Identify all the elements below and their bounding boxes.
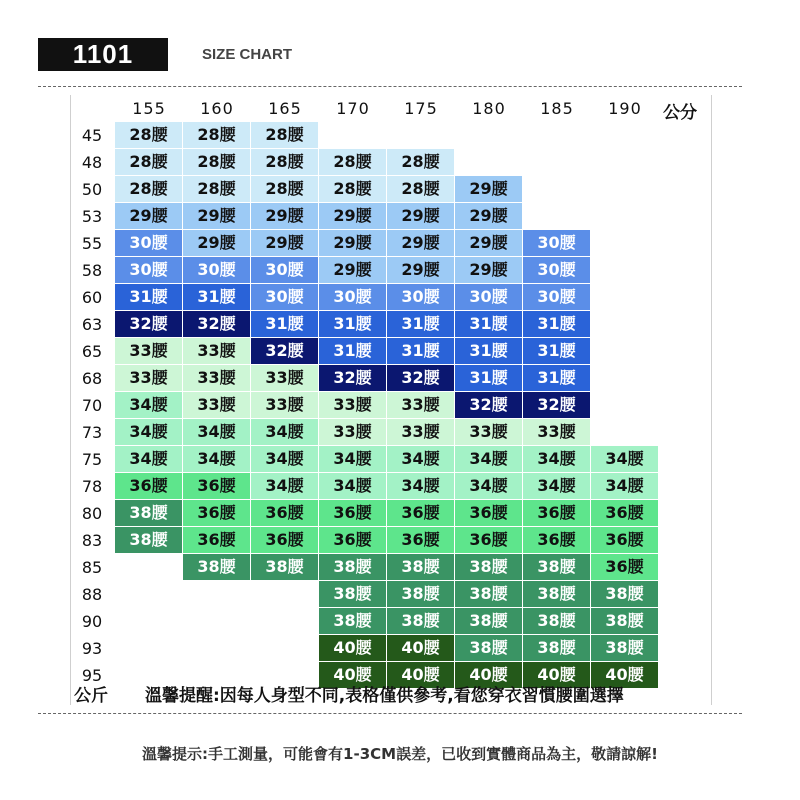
- size-cell: 36腰: [183, 473, 250, 499]
- size-cell: 33腰: [251, 392, 318, 418]
- size-cell: 32腰: [455, 392, 522, 418]
- size-cell: 34腰: [387, 473, 454, 499]
- size-cell: 34腰: [183, 446, 250, 472]
- size-cell: 31腰: [387, 311, 454, 337]
- size-cell: 38腰: [455, 608, 522, 634]
- size-cell: 31腰: [183, 284, 250, 310]
- size-cell: 28腰: [183, 149, 250, 175]
- size-cell: 38腰: [591, 635, 658, 661]
- size-cell: 30腰: [251, 257, 318, 283]
- size-cell: 34腰: [455, 473, 522, 499]
- size-cell: 29腰: [115, 203, 182, 229]
- height-header-2: 165: [268, 99, 302, 118]
- size-cell: 38腰: [455, 554, 522, 580]
- size-cell: 38腰: [523, 554, 590, 580]
- size-cell: 36腰: [387, 500, 454, 526]
- weight-header-11: 73: [81, 423, 103, 442]
- size-cell: 36腰: [319, 527, 386, 553]
- size-cell: 38腰: [319, 608, 386, 634]
- size-cell: 38腰: [387, 608, 454, 634]
- size-cell: 31腰: [455, 311, 522, 337]
- size-cell: 34腰: [319, 473, 386, 499]
- size-cell: 34腰: [115, 392, 182, 418]
- size-cell: 36腰: [183, 500, 250, 526]
- size-cell: 29腰: [455, 257, 522, 283]
- size-cell: 36腰: [591, 554, 658, 580]
- size-cell: 33腰: [183, 338, 250, 364]
- size-cell: 38腰: [319, 554, 386, 580]
- size-cell: 28腰: [387, 176, 454, 202]
- size-cell: 38腰: [183, 554, 250, 580]
- size-cell: 28腰: [115, 149, 182, 175]
- size-cell: 40腰: [455, 662, 522, 688]
- size-cell: 34腰: [455, 446, 522, 472]
- weight-unit-label: 公斤: [74, 686, 108, 706]
- height-header-1: 160: [200, 99, 234, 118]
- weight-header-1: 48: [81, 153, 103, 172]
- height-header-6: 185: [540, 99, 574, 118]
- size-cell: 36腰: [251, 500, 318, 526]
- size-cell: 40腰: [387, 662, 454, 688]
- size-cell: 34腰: [251, 446, 318, 472]
- weight-header-8: 65: [81, 342, 103, 361]
- chart-title: SIZE CHART: [202, 46, 292, 63]
- size-cell: 40腰: [387, 635, 454, 661]
- size-cell: 33腰: [115, 338, 182, 364]
- size-cell: 33腰: [183, 365, 250, 391]
- size-cell: 38腰: [455, 581, 522, 607]
- size-cell: 32腰: [251, 338, 318, 364]
- size-cell: 38腰: [387, 554, 454, 580]
- size-cell: 28腰: [319, 176, 386, 202]
- size-cell: 28腰: [387, 149, 454, 175]
- size-cell: 29腰: [183, 203, 250, 229]
- size-cell: 32腰: [319, 365, 386, 391]
- size-cell: 38腰: [251, 554, 318, 580]
- size-cell: 40腰: [591, 662, 658, 688]
- size-cell: 34腰: [251, 419, 318, 445]
- bottom-divider: [38, 713, 742, 714]
- size-cell: 36腰: [319, 500, 386, 526]
- size-cell: 34腰: [591, 473, 658, 499]
- size-cell: 32腰: [183, 311, 250, 337]
- height-unit-label: 公分: [663, 103, 697, 123]
- size-cell: 28腰: [251, 149, 318, 175]
- size-cell: 33腰: [319, 392, 386, 418]
- size-cell: 34腰: [591, 446, 658, 472]
- weight-header-4: 55: [81, 234, 103, 253]
- height-header-3: 170: [336, 99, 370, 118]
- weight-header-12: 75: [81, 450, 103, 469]
- size-cell: 31腰: [115, 284, 182, 310]
- size-cell: 32腰: [523, 392, 590, 418]
- size-cell: 31腰: [523, 338, 590, 364]
- size-cell: 31腰: [319, 311, 386, 337]
- height-header-5: 180: [472, 99, 506, 118]
- size-cell: 38腰: [455, 635, 522, 661]
- size-cell: 36腰: [523, 527, 590, 553]
- size-cell: 34腰: [523, 446, 590, 472]
- size-cell: 38腰: [319, 581, 386, 607]
- size-cell: 31腰: [523, 365, 590, 391]
- weight-header-19: 93: [81, 639, 103, 658]
- size-cell: 29腰: [455, 203, 522, 229]
- model-number-badge: 1101: [38, 38, 168, 71]
- weight-header-2: 50: [81, 180, 103, 199]
- weight-header-13: 78: [81, 477, 103, 496]
- size-cell: 29腰: [455, 230, 522, 256]
- size-cell: 34腰: [183, 419, 250, 445]
- size-cell: 38腰: [523, 635, 590, 661]
- size-cell: 40腰: [319, 635, 386, 661]
- size-cell: 30腰: [319, 284, 386, 310]
- height-header-0: 155: [132, 99, 166, 118]
- size-cell: 38腰: [591, 581, 658, 607]
- size-cell: 40腰: [319, 662, 386, 688]
- weight-header-14: 80: [81, 504, 103, 523]
- size-cell: 32腰: [387, 365, 454, 391]
- size-cell: 33腰: [251, 365, 318, 391]
- weight-header-20: 95: [81, 666, 103, 685]
- size-cell: 28腰: [251, 176, 318, 202]
- size-cell: 40腰: [523, 662, 590, 688]
- size-cell: 29腰: [319, 230, 386, 256]
- size-cell: 33腰: [387, 419, 454, 445]
- size-cell: 30腰: [455, 284, 522, 310]
- size-cell: 36腰: [591, 500, 658, 526]
- size-cell: 33腰: [183, 392, 250, 418]
- weight-header-18: 90: [81, 612, 103, 631]
- size-cell: 34腰: [115, 446, 182, 472]
- size-cell: 28腰: [115, 176, 182, 202]
- weight-header-7: 63: [81, 315, 103, 334]
- fit-note: 溫馨提醒:因每人身型不同,表格僅供參考,看您穿衣習慣腰圍選擇: [145, 686, 624, 706]
- size-cell: 29腰: [251, 230, 318, 256]
- size-cell: 33腰: [115, 365, 182, 391]
- size-cell: 31腰: [455, 338, 522, 364]
- size-cell: 31腰: [319, 338, 386, 364]
- size-cell: 32腰: [115, 311, 182, 337]
- size-cell: 30腰: [387, 284, 454, 310]
- size-cell: 34腰: [115, 419, 182, 445]
- size-cell: 30腰: [523, 230, 590, 256]
- size-cell: 36腰: [455, 527, 522, 553]
- size-cell: 36腰: [183, 527, 250, 553]
- size-cell: 36腰: [455, 500, 522, 526]
- size-cell: 33腰: [523, 419, 590, 445]
- size-cell: 31腰: [251, 311, 318, 337]
- weight-header-16: 85: [81, 558, 103, 577]
- size-cell: 29腰: [251, 203, 318, 229]
- size-cell: 30腰: [523, 284, 590, 310]
- height-header-7: 190: [608, 99, 642, 118]
- weight-header-6: 60: [81, 288, 103, 307]
- size-cell: 33腰: [387, 392, 454, 418]
- size-cell: 36腰: [251, 527, 318, 553]
- size-cell: 38腰: [115, 500, 182, 526]
- size-cell: 33腰: [319, 419, 386, 445]
- size-cell: 36腰: [523, 500, 590, 526]
- size-cell: 34腰: [251, 473, 318, 499]
- size-cell: 29腰: [387, 203, 454, 229]
- size-cell: 36腰: [387, 527, 454, 553]
- size-cell: 29腰: [183, 230, 250, 256]
- weight-header-17: 88: [81, 585, 103, 604]
- size-cell: 30腰: [251, 284, 318, 310]
- weight-header-3: 53: [81, 207, 103, 226]
- weight-header-0: 45: [81, 126, 103, 145]
- size-cell: 29腰: [319, 203, 386, 229]
- size-cell: 30腰: [115, 257, 182, 283]
- size-cell: 36腰: [591, 527, 658, 553]
- size-cell: 30腰: [523, 257, 590, 283]
- size-cell: 28腰: [183, 122, 250, 148]
- size-cell: 29腰: [387, 257, 454, 283]
- size-cell: 29腰: [455, 176, 522, 202]
- size-cell: 34腰: [523, 473, 590, 499]
- size-cell: 28腰: [251, 122, 318, 148]
- size-cell: 36腰: [115, 473, 182, 499]
- size-cell: 29腰: [387, 230, 454, 256]
- height-header-4: 175: [404, 99, 438, 118]
- size-cell: 28腰: [319, 149, 386, 175]
- size-cell: 38腰: [115, 527, 182, 553]
- weight-header-10: 70: [81, 396, 103, 415]
- size-cell: 31腰: [387, 338, 454, 364]
- size-cell: 28腰: [183, 176, 250, 202]
- weight-header-15: 83: [81, 531, 103, 550]
- size-cell: 38腰: [523, 608, 590, 634]
- size-cell: 29腰: [319, 257, 386, 283]
- size-cell: 38腰: [523, 581, 590, 607]
- size-cell: 30腰: [183, 257, 250, 283]
- size-cell: 34腰: [319, 446, 386, 472]
- size-cell: 28腰: [115, 122, 182, 148]
- size-cell: 38腰: [591, 608, 658, 634]
- size-cell: 34腰: [387, 446, 454, 472]
- size-cell: 31腰: [523, 311, 590, 337]
- measurement-disclaimer: 溫馨提示:手工測量，可能會有1-3CM誤差，已收到實體商品為主，敬請諒解!: [142, 745, 658, 763]
- size-cell: 38腰: [387, 581, 454, 607]
- size-cell: 30腰: [115, 230, 182, 256]
- weight-header-9: 68: [81, 369, 103, 388]
- top-divider: [38, 86, 742, 87]
- size-cell: 31腰: [455, 365, 522, 391]
- weight-header-5: 58: [81, 261, 103, 280]
- size-cell: 33腰: [455, 419, 522, 445]
